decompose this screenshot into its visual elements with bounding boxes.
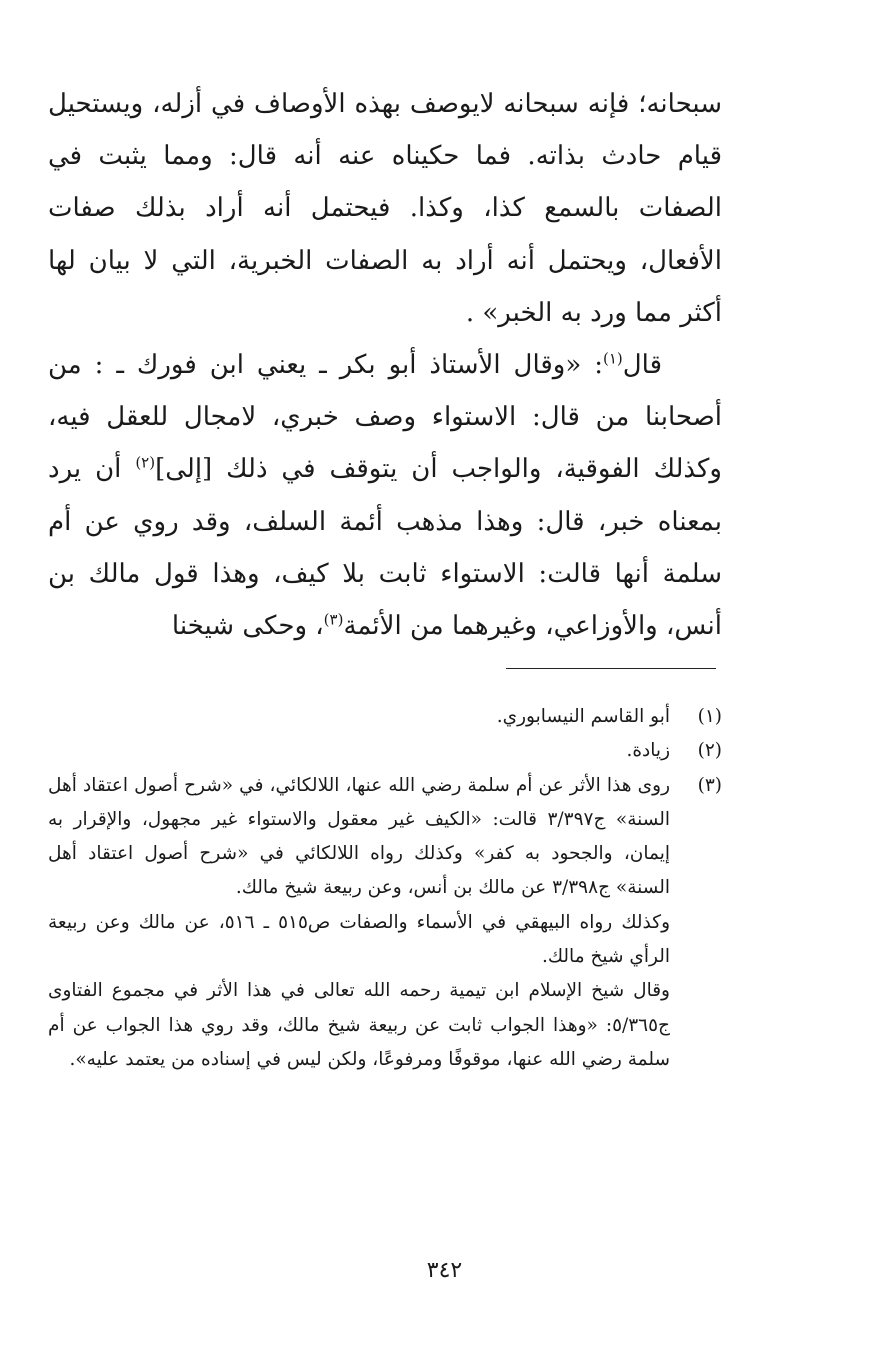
paragraph-2 <box>48 339 722 652</box>
footnote-text <box>48 769 670 1078</box>
paragraph-1: سبحانه؛ فإنه سبحانه لايوصف بهذه الأوصاف في أزله، ويستحيل قيام حادث بذاته. فما حكيناه عنه أنه قال: ومما يثبت في الصفات بالسمع كذا، وكذا. فيحتمل أنه أراد بذلك صفات الأفعال، ويحتمل أنه أراد به الصفات الخبرية، التي لا بيان لها أكثر مما ورد به الخبر» . <box>48 89 722 328</box>
paragraph-2-segment: قال <box>622 350 662 381</box>
footnote-divider <box>506 668 716 669</box>
footnote-text <box>48 700 670 734</box>
book-page <box>48 78 722 1070</box>
footnote-ref-3: (٣) <box>323 610 344 629</box>
footnote-text <box>48 734 670 768</box>
footnotes <box>48 700 722 1077</box>
footnote-number: (٢) <box>697 740 722 762</box>
footnote-paragraph: أبو القاسم النيسابوري. <box>496 706 670 727</box>
paragraph-2-segment: أن يرد بمعناه خبر، قال: وهذا مذهب أئمة السلف، وقد روي عن أم سلمة أنها قالت: الاستواء ثابت بلا كيف، وهذا قول مالك بن أنس، والأوزاعي، وغيرهما من الأئمة <box>48 454 722 642</box>
footnote-number: (٣) <box>697 774 722 796</box>
paragraph-2-segment: : «وقال الأستاذ أبو بكر ـ يعني ابن فورك ـ : من أصحابنا من قال: الاستواء وصف خبري، لامجال للعقل فيه، وكذلك الفوقية، والواجب أن يتوقف في ذلك [إلى] <box>48 350 722 485</box>
main-text <box>48 78 722 652</box>
footnote-1 <box>48 700 722 734</box>
footnote-2 <box>48 734 722 768</box>
footnote-paragraph: وقال شيخ الإسلام ابن تيمية رحمه الله تعالى في هذا الأثر في مجموع الفتاوى ج٥/٣٦٥: «وهذا الجواب ثابت عن ربيعة شيخ مالك، وقد روي هذا الجواب عن أم سلمة رضي الله عنها، موقوفًا ومرفوعًا، ولكن ليس في إسناده من يعتمد عليه». <box>48 980 670 1070</box>
paragraph-2-segment: ، وحكى شيخنا <box>171 611 324 642</box>
footnote-paragraph: روى هذا الأثر عن أم سلمة رضي الله عنها، اللالكائي، في «شرح أصول اعتقاد أهل السنة» ج٣/٣٩٧ قالت: «الكيف غير معقول والاستواء غير مجهول، والإقرار به إيمان، والجحود به كفر» وكذلك رواه اللالكائي في «شرح أصول اعتقاد أهل السنة» ج٣/٣٩٨ عن مالك بن أنس، وعن ربيعة شيخ مالك. <box>48 774 670 899</box>
footnote-paragraph: وكذلك رواه البيهقي في الأسماء والصفات ص٥١٥ ـ ٥١٦، عن مالك وعن ربيعة الرأي شيخ مالك. <box>48 911 670 968</box>
footnote-3 <box>48 769 722 1078</box>
footnote-ref-1: (١) <box>602 349 623 368</box>
footnote-paragraph: زيادة. <box>626 740 670 762</box>
footnote-ref-2: (٢) <box>135 453 156 472</box>
footnote-number: (١) <box>697 706 722 727</box>
page-number: ٣٤٢ <box>426 1258 463 1283</box>
